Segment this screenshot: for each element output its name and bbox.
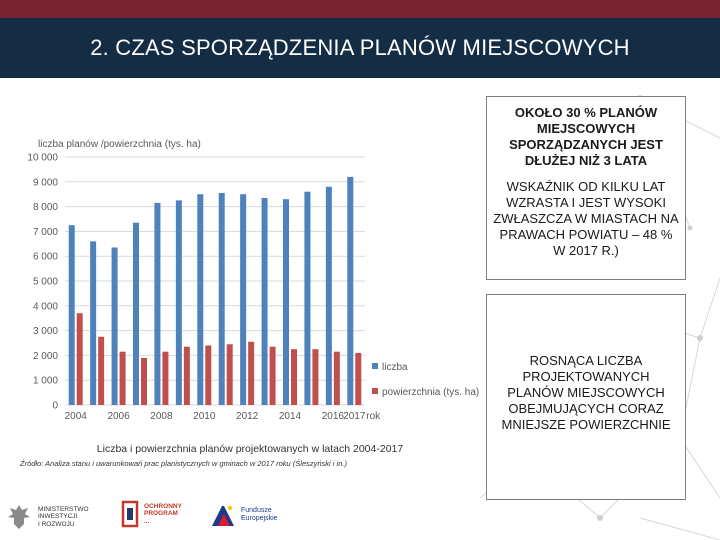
bar-liczba [326, 187, 332, 405]
bar-powierzchnia [120, 352, 126, 405]
x-tick-label: 2008 [150, 411, 173, 422]
slide-title-bar [0, 18, 720, 78]
callout-box-trend [486, 294, 686, 500]
ministry-logo [6, 502, 89, 532]
logo2-line: OCHRONNY [144, 502, 182, 510]
bar-liczba [90, 241, 96, 405]
y-tick-label: 0 [52, 400, 58, 412]
bar-liczba [154, 203, 160, 405]
bar-powierzchnia [77, 313, 83, 405]
bar-liczba [240, 194, 246, 405]
bar-powierzchnia [248, 342, 254, 405]
logo3-line: Fundusze [241, 507, 272, 514]
callout-body: WSKAŹNIK OD KILKU LAT WZRASTA I JEST WYSOKI ZWŁASZCZA W MIASTACH NA PRAWACH POWIATU – 48 % W 2017 R.) [493, 179, 679, 258]
bar-liczba [133, 223, 139, 405]
y-tick-label: 9 000 [32, 177, 58, 189]
callout-box-duration [486, 96, 686, 280]
x-tick-label: 2017 [343, 411, 366, 422]
y-tick-label: 6 000 [32, 251, 58, 263]
chart-caption: Liczba i powierzchnia planów projektowanych w latach 2004-2017 [96, 443, 404, 455]
y-tick-label: 10 000 [27, 152, 58, 164]
x-tick-label: 2006 [107, 411, 130, 422]
callout-trend-text: ROSNĄCA LICZBA PROJEKTOWANYCH PLANÓW MIEJSCOWYCH OBEJMUJĄCYCH CORAZ MNIEJSZE POWIERZCHNIE [501, 353, 671, 432]
eagle-emblem-icon [6, 502, 32, 532]
bar-liczba [176, 200, 182, 405]
callout-heading: OKOŁO 30 % PLANÓW MIEJSCOWYCH SPORZĄDZANYCH JEST DŁUŻEJ NIŻ 3 LATA [509, 105, 663, 168]
bar-liczba [219, 193, 225, 405]
x-axis-label: rok [366, 411, 381, 422]
eu-funds-icon [210, 502, 236, 528]
slide-title: 2. CZAS SPORZĄDZENIA PLANÓW MIEJSCOWYCH [90, 35, 630, 60]
chart-source: Źródło: Analiza stanu i uwarunkowań prac planistycznych w gminach w 2017 roku (Śleszyński i in.) [20, 459, 347, 468]
logo1-line: I ROZWOJU [38, 520, 75, 528]
logo2-line: ... [144, 517, 150, 525]
legend-swatch [372, 363, 378, 369]
bar-powierzchnia [184, 347, 190, 405]
y-tick-label: 8 000 [32, 202, 58, 214]
bar-liczba [69, 225, 75, 405]
top-accent-band [0, 0, 720, 18]
bar-powierzchnia [98, 337, 104, 405]
program-mark-icon [120, 500, 140, 528]
logo1-line: INWESTYCJI [38, 513, 78, 521]
bar-powierzchnia [270, 347, 276, 405]
bar-powierzchnia [227, 344, 233, 405]
y-tick-label: 7 000 [32, 226, 58, 238]
bar-powierzchnia [141, 358, 147, 405]
x-tick-label: 2016 [321, 411, 344, 422]
legend-label: powierzchnia (tys. ha) [382, 387, 480, 398]
program-logo [120, 500, 182, 528]
logo2-line: PROGRAM [144, 510, 178, 518]
eu-funds-logo [210, 502, 278, 528]
bar-liczba [347, 177, 353, 405]
bar-powierzchnia [355, 353, 361, 405]
x-tick-label: 2010 [193, 411, 216, 422]
y-axis-label: liczba planów /powierzchnia (tys. ha) [38, 139, 201, 150]
bar-liczba [112, 248, 118, 405]
y-tick-label: 5 000 [32, 276, 58, 288]
bar-liczba [304, 192, 310, 405]
legend-swatch [372, 388, 378, 394]
logo1-line: MINISTERSTWO [38, 505, 89, 513]
bar-liczba [262, 198, 268, 405]
bar-powierzchnia [162, 352, 168, 405]
bar-liczba [197, 194, 203, 405]
y-tick-label: 4 000 [32, 301, 58, 313]
x-tick-label: 2012 [236, 411, 259, 422]
x-tick-label: 2014 [278, 411, 302, 422]
y-tick-label: 1 000 [32, 375, 58, 387]
bar-liczba [283, 199, 289, 405]
y-tick-label: 3 000 [32, 326, 58, 338]
x-tick-label: 2004 [64, 411, 87, 422]
bar-powierzchnia [205, 345, 211, 405]
bar-powierzchnia [312, 349, 318, 405]
legend-label: liczba [382, 362, 408, 373]
bar-powierzchnia [334, 352, 340, 405]
logo3-line: Europejskie [241, 515, 278, 522]
y-tick-label: 2 000 [32, 350, 58, 362]
bar-powierzchnia [291, 349, 297, 405]
bar-chart [10, 130, 480, 430]
